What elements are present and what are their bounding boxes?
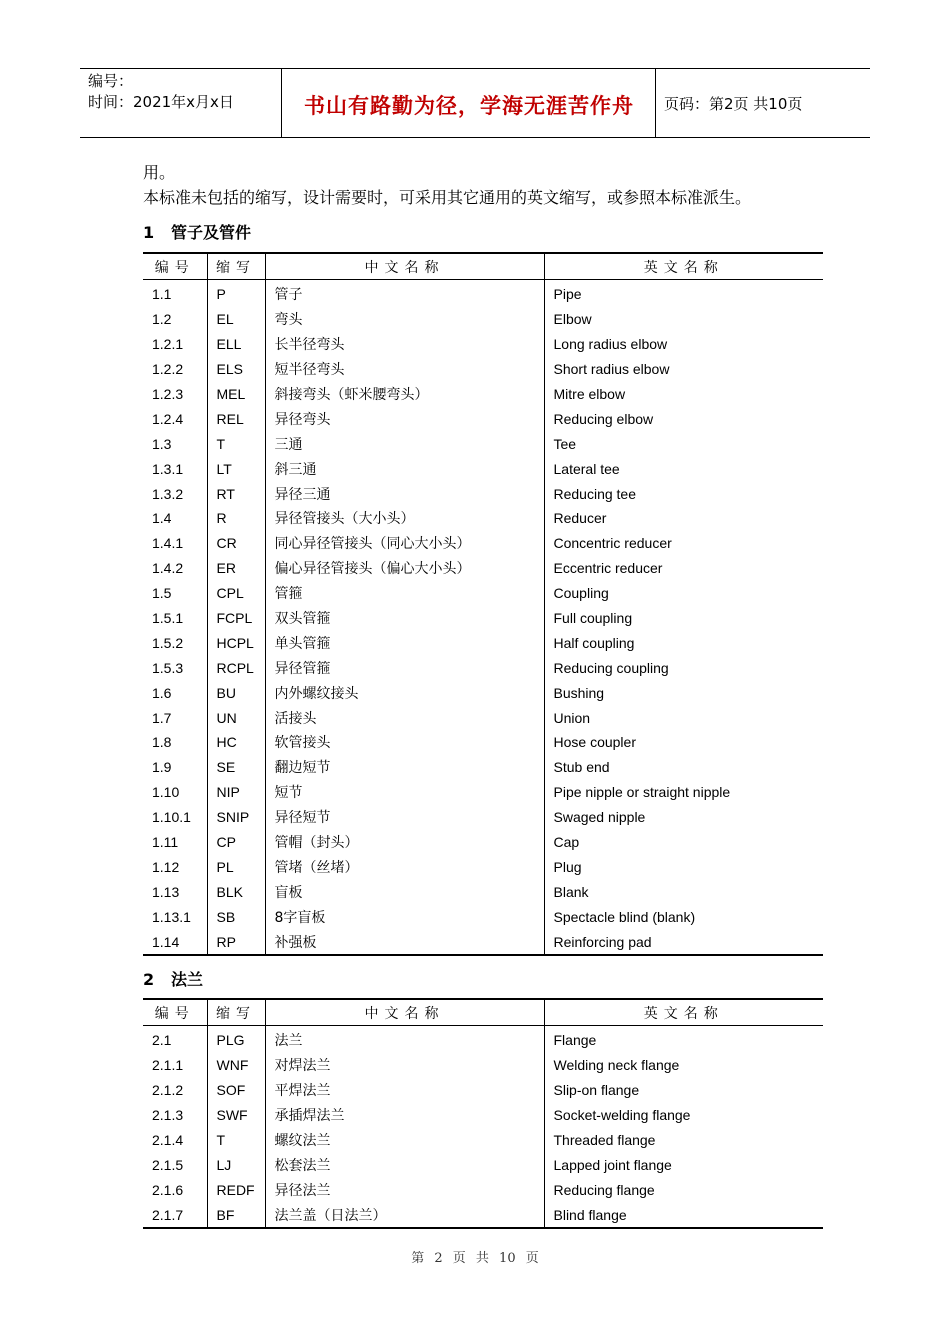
cell-chinese-name: 承插焊法兰 xyxy=(265,1103,544,1128)
cell-number: 1.2.4 xyxy=(152,410,184,427)
cell-number: 1.9 xyxy=(152,759,172,776)
table-row xyxy=(143,481,823,506)
section-number: 1 xyxy=(143,223,155,242)
cell-abbreviation: RT xyxy=(207,481,265,506)
cell-chinese-name: 活接头 xyxy=(265,705,544,730)
cell-english-name: Pipe xyxy=(544,280,823,307)
cell-abbreviation: NIP xyxy=(207,780,265,805)
cell-number: 1.4.2 xyxy=(152,560,184,577)
table-row xyxy=(143,1026,823,1053)
cell-abbreviation: HCPL xyxy=(207,630,265,655)
cell-number: 1.1 xyxy=(152,286,172,303)
cell-abbreviation: SWF xyxy=(207,1103,265,1128)
cell-chinese-name: 异径弯头 xyxy=(265,406,544,431)
table-row xyxy=(143,830,823,855)
cell-number: 1.8 xyxy=(152,734,172,751)
cell-english-name: Reducing coupling xyxy=(544,655,823,680)
cell-abbreviation: SE xyxy=(207,755,265,780)
table-row xyxy=(143,1103,823,1128)
cell-chinese-name: 异径短节 xyxy=(265,805,544,830)
header-page-info: 页码：第2页 共10页 xyxy=(664,95,803,113)
cell-english-name: Swaged nipple xyxy=(544,805,823,830)
cell-number: 1.5 xyxy=(152,585,172,602)
cell-english-name: Reinforcing pad xyxy=(544,929,823,955)
section-2-heading xyxy=(143,967,203,990)
intro-line-1: 用。 xyxy=(143,163,176,182)
cell-chinese-name: 斜接弯头（虾米腰弯头） xyxy=(265,382,544,407)
cell-abbreviation: RP xyxy=(207,929,265,955)
cell-english-name: Eccentric reducer xyxy=(544,556,823,581)
column-header: 中文名称 xyxy=(265,999,544,1026)
cell-abbreviation: R xyxy=(207,506,265,531)
section-1-rows xyxy=(143,280,823,956)
table-row xyxy=(143,929,823,955)
cell-abbreviation: T xyxy=(207,1128,265,1153)
section-1-heading xyxy=(143,220,251,243)
cell-abbreviation: SB xyxy=(207,904,265,929)
table-row xyxy=(143,531,823,556)
cell-number: 1.13.1 xyxy=(152,908,191,925)
table-row xyxy=(143,854,823,879)
cell-chinese-name: 对焊法兰 xyxy=(265,1053,544,1078)
column-header: 编号 xyxy=(143,999,207,1026)
table-row xyxy=(143,332,823,357)
cell-chinese-name: 异径法兰 xyxy=(265,1177,544,1202)
table-row xyxy=(143,680,823,705)
cell-english-name: Threaded flange xyxy=(544,1128,823,1153)
header-info xyxy=(88,71,234,113)
cell-abbreviation: CPL xyxy=(207,581,265,606)
cell-abbreviation: SNIP xyxy=(207,805,265,830)
cell-chinese-name: 8字盲板 xyxy=(265,904,544,929)
cell-chinese-name: 斜三通 xyxy=(265,456,544,481)
cell-abbreviation: REDF xyxy=(207,1177,265,1202)
cell-chinese-name: 弯头 xyxy=(265,307,544,332)
cell-english-name: Slip-on flange xyxy=(544,1078,823,1103)
cell-english-name: Pipe nipple or straight nipple xyxy=(544,780,823,805)
cell-abbreviation: BU xyxy=(207,680,265,705)
header-divider xyxy=(655,69,656,137)
cell-english-name: Concentric reducer xyxy=(544,531,823,556)
cell-chinese-name: 翻边短节 xyxy=(265,755,544,780)
cell-chinese-name: 平焊法兰 xyxy=(265,1078,544,1103)
cell-number: 1.3 xyxy=(152,435,172,452)
cell-chinese-name: 法兰 xyxy=(265,1026,544,1053)
section-2-table xyxy=(143,998,823,1229)
table-row xyxy=(143,1053,823,1078)
cell-english-name: Half coupling xyxy=(544,630,823,655)
cell-number: 2.1.1 xyxy=(152,1057,184,1074)
cell-number: 1.6 xyxy=(152,684,172,701)
cell-english-name: Full coupling xyxy=(544,606,823,631)
table-row xyxy=(143,506,823,531)
cell-english-name: Socket-welding flange xyxy=(544,1103,823,1128)
cell-chinese-name: 异径三通 xyxy=(265,481,544,506)
table-row xyxy=(143,382,823,407)
table-row xyxy=(143,606,823,631)
cell-abbreviation: ELL xyxy=(207,332,265,357)
cell-english-name: Spectacle blind (blank) xyxy=(544,904,823,929)
column-header: 中文名称 xyxy=(265,253,544,280)
cell-chinese-name: 同心异径管接头（同心大小头） xyxy=(265,531,544,556)
cell-number: 1.13 xyxy=(152,883,180,900)
table-header-row xyxy=(143,999,823,1026)
cell-english-name: Blank xyxy=(544,879,823,904)
cell-chinese-name: 法兰盖（日法兰） xyxy=(265,1202,544,1228)
cell-chinese-name: 管帽（封头） xyxy=(265,830,544,855)
table-row xyxy=(143,805,823,830)
cell-number: 2.1.3 xyxy=(152,1107,184,1124)
table-row xyxy=(143,1202,823,1228)
cell-number: 1.2.3 xyxy=(152,386,184,402)
table-row xyxy=(143,755,823,780)
cell-english-name: Coupling xyxy=(544,581,823,606)
cell-english-name: Lateral tee xyxy=(544,456,823,481)
cell-english-name: Reducing tee xyxy=(544,481,823,506)
table-row xyxy=(143,556,823,581)
cell-abbreviation: CP xyxy=(207,830,265,855)
cell-number: 1.5.3 xyxy=(152,659,184,676)
cell-chinese-name: 管堵（丝堵） xyxy=(265,854,544,879)
document-number-label: 编号： xyxy=(88,72,134,90)
cell-number: 1.12 xyxy=(152,858,180,875)
cell-abbreviation: MEL xyxy=(207,382,265,407)
table-row xyxy=(143,406,823,431)
cell-abbreviation: BLK xyxy=(207,879,265,904)
cell-english-name: Reducing flange xyxy=(544,1177,823,1202)
cell-english-name: Welding neck flange xyxy=(544,1053,823,1078)
cell-english-name: Long radius elbow xyxy=(544,332,823,357)
table-row xyxy=(143,1078,823,1103)
section-title: 管子及管件 xyxy=(171,223,252,242)
section-title: 法兰 xyxy=(171,970,204,989)
cell-abbreviation: ER xyxy=(207,556,265,581)
header-motto: 书山有路勤为径，学海无涯苦作舟 xyxy=(304,94,634,118)
cell-english-name: Mitre elbow xyxy=(544,382,823,407)
cell-abbreviation: CR xyxy=(207,531,265,556)
cell-english-name: Elbow xyxy=(544,307,823,332)
table-row xyxy=(143,655,823,680)
cell-number: 1.4 xyxy=(152,510,172,527)
cell-abbreviation: WNF xyxy=(207,1053,265,1078)
cell-number: 1.7 xyxy=(152,709,172,726)
table-header-row xyxy=(143,253,823,280)
cell-number: 1.10.1 xyxy=(152,809,191,826)
cell-abbreviation: LJ xyxy=(207,1152,265,1177)
cell-number: 1.2.2 xyxy=(152,361,184,378)
cell-english-name: Flange xyxy=(544,1026,823,1053)
section-number: 2 xyxy=(143,970,155,989)
table-row xyxy=(143,431,823,456)
table-row xyxy=(143,307,823,332)
cell-chinese-name: 偏心异径管接头（偏心大小头） xyxy=(265,556,544,581)
cell-number: 1.3.2 xyxy=(152,485,184,502)
cell-chinese-name: 螺纹法兰 xyxy=(265,1128,544,1153)
cell-abbreviation: RCPL xyxy=(207,655,265,680)
cell-abbreviation: P xyxy=(207,280,265,307)
table-row xyxy=(143,730,823,755)
table-row xyxy=(143,280,823,307)
cell-chinese-name: 异径管箍 xyxy=(265,655,544,680)
table-row xyxy=(143,904,823,929)
cell-chinese-name: 单头管箍 xyxy=(265,630,544,655)
cell-english-name: Lapped joint flange xyxy=(544,1152,823,1177)
intro-line-2: 本标准未包括的缩写，设计需要时，可采用其它通用的英文缩写，或参照本标准派生。 xyxy=(143,188,752,207)
cell-number: 1.5.2 xyxy=(152,634,184,651)
table-row xyxy=(143,581,823,606)
cell-chinese-name: 管子 xyxy=(265,280,544,307)
cell-abbreviation: ELS xyxy=(207,357,265,382)
table-row xyxy=(143,879,823,904)
cell-number: 2.1.7 xyxy=(152,1206,184,1223)
cell-english-name: Stub end xyxy=(544,755,823,780)
cell-abbreviation: UN xyxy=(207,705,265,730)
cell-number: 1.14 xyxy=(152,933,180,950)
table-row xyxy=(143,1152,823,1177)
cell-abbreviation: FCPL xyxy=(207,606,265,631)
table-row xyxy=(143,780,823,805)
cell-chinese-name: 松套法兰 xyxy=(265,1152,544,1177)
cell-english-name: Short radius elbow xyxy=(544,357,823,382)
cell-english-name: Reducing elbow xyxy=(544,406,823,431)
cell-chinese-name: 异径管接头（大小头） xyxy=(265,506,544,531)
cell-english-name: Tee xyxy=(544,431,823,456)
cell-chinese-name: 软管接头 xyxy=(265,730,544,755)
table-row xyxy=(143,456,823,481)
cell-abbreviation: BF xyxy=(207,1202,265,1228)
cell-number: 2.1.6 xyxy=(152,1181,184,1198)
cell-abbreviation: LT xyxy=(207,456,265,481)
cell-number: 1.4.1 xyxy=(152,535,184,552)
page-header xyxy=(80,68,870,138)
column-header: 缩写 xyxy=(207,253,265,280)
cell-abbreviation: HC xyxy=(207,730,265,755)
table-row xyxy=(143,357,823,382)
cell-chinese-name: 管箍 xyxy=(265,581,544,606)
cell-english-name: Blind flange xyxy=(544,1202,823,1228)
cell-chinese-name: 补强板 xyxy=(265,929,544,955)
cell-abbreviation: PL xyxy=(207,854,265,879)
cell-chinese-name: 短半径弯头 xyxy=(265,357,544,382)
cell-english-name: Hose coupler xyxy=(544,730,823,755)
table-row xyxy=(143,705,823,730)
cell-abbreviation: REL xyxy=(207,406,265,431)
column-header: 英文名称 xyxy=(544,253,823,280)
cell-number: 2.1.2 xyxy=(152,1082,184,1099)
document-date: 时间：2021年x月x日 xyxy=(88,93,234,111)
cell-number: 2.1.5 xyxy=(152,1156,184,1173)
cell-chinese-name: 内外螺纹接头 xyxy=(265,680,544,705)
cell-number: 1.2.1 xyxy=(152,336,184,353)
cell-chinese-name: 三通 xyxy=(265,431,544,456)
table-row xyxy=(143,1177,823,1202)
cell-chinese-name: 短节 xyxy=(265,780,544,805)
cell-chinese-name: 盲板 xyxy=(265,879,544,904)
table-row xyxy=(143,1128,823,1153)
cell-abbreviation: SOF xyxy=(207,1078,265,1103)
page-footer: 第 2 页 共 10 页 xyxy=(411,1251,539,1266)
cell-number: 2.1 xyxy=(152,1032,172,1049)
cell-chinese-name: 长半径弯头 xyxy=(265,332,544,357)
cell-number: 1.10 xyxy=(152,784,180,801)
cell-number: 2.1.4 xyxy=(152,1132,184,1148)
column-header: 英文名称 xyxy=(544,999,823,1026)
cell-abbreviation: EL xyxy=(207,307,265,332)
cell-english-name: Cap xyxy=(544,830,823,855)
cell-number: 1.2 xyxy=(152,311,172,328)
cell-abbreviation: T xyxy=(207,431,265,456)
cell-number: 1.3.1 xyxy=(152,460,184,477)
cell-english-name: Reducer xyxy=(544,506,823,531)
cell-english-name: Union xyxy=(544,705,823,730)
cell-chinese-name: 双头管箍 xyxy=(265,606,544,631)
table-row xyxy=(143,630,823,655)
section-2-rows xyxy=(143,1026,823,1229)
cell-abbreviation: PLG xyxy=(207,1026,265,1053)
column-header: 缩写 xyxy=(207,999,265,1026)
column-header: 编号 xyxy=(143,253,207,280)
section-1-table xyxy=(143,252,823,956)
cell-english-name: Bushing xyxy=(544,680,823,705)
cell-number: 1.5.1 xyxy=(152,610,184,627)
cell-number: 1.11 xyxy=(152,834,179,851)
cell-english-name: Plug xyxy=(544,854,823,879)
